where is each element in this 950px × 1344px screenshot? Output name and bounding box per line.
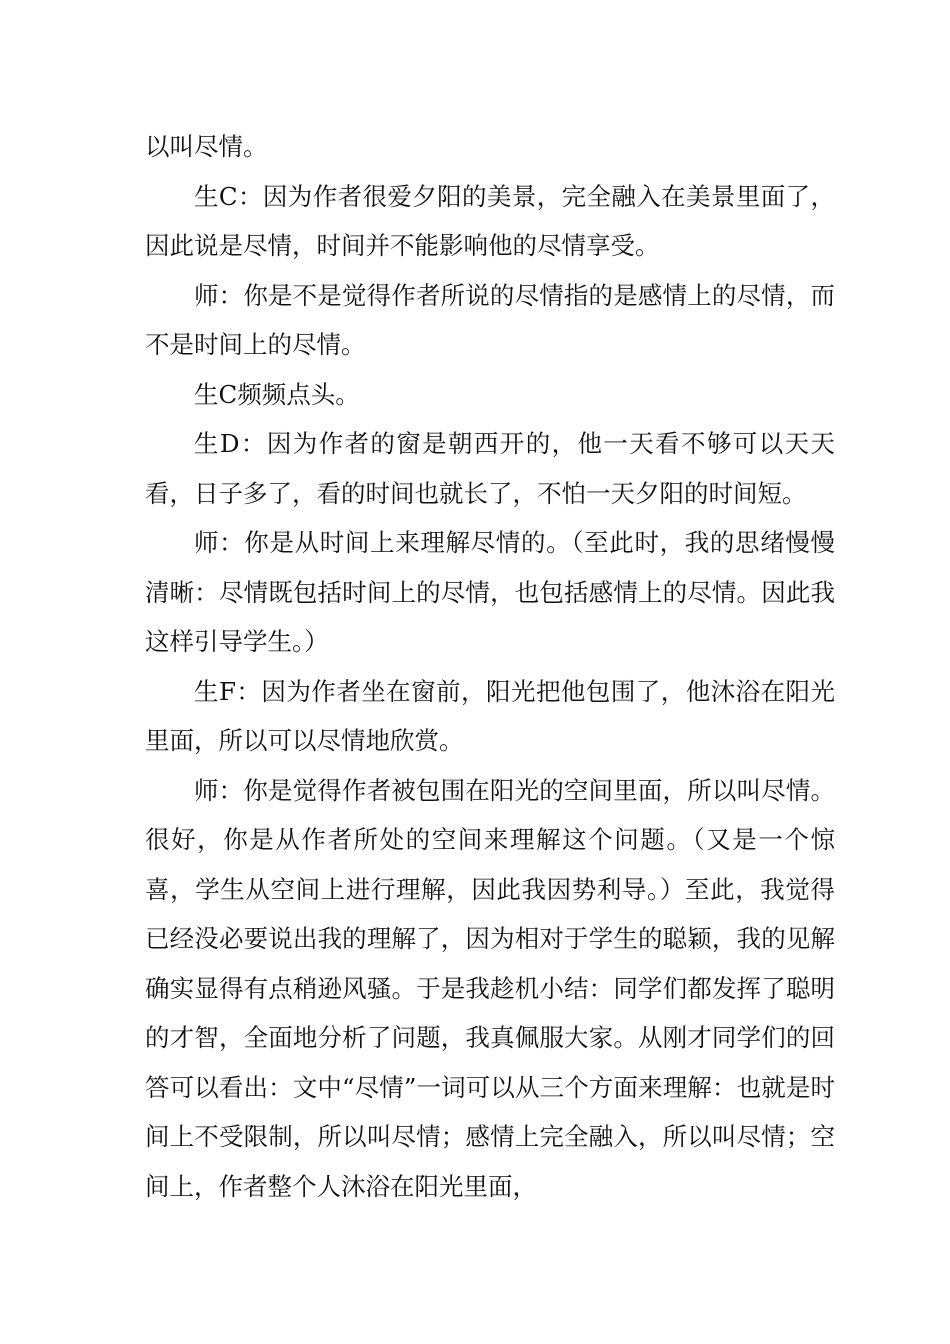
- paragraph-teacher-question: 师：你是不是觉得作者所说的尽情指的是感情上的尽情，而不是时间上的尽情。: [145, 280, 835, 359]
- paragraph-continuation: 以叫尽情。: [145, 132, 268, 161]
- paragraph-student-f-answer: 生F：因为作者坐在窗前，阳光把他包围了，他沐浴在阳光里面，所以可以尽情地欣赏。: [145, 676, 835, 755]
- body-text: [145, 122, 835, 1211]
- paragraph-student-d-answer: 生D：因为作者的窗是朝西开的，他一天看不够可以天天看，日子多了，看的时间也就长了，不怕一天夕阳的时间短。: [145, 429, 835, 508]
- paragraph-teacher-time: 师：你是从时间上来理解尽情的。（至此时，我的思绪慢慢清晰：尽情既包括时间上的尽情，也包括感情上的尽情。因此我这样引导学生。）: [145, 528, 835, 656]
- paragraph-student-c-nods: 生C频频点头。: [194, 379, 360, 409]
- paragraph-teacher-summary: 师：你是觉得作者被包围在阳光的空间里面，所以叫尽情。很好，你是从作者所处的空间来理解这个问题。（又是一个惊喜，学生从空间上进行理解，因此我因势利导。）至此，我觉得已经没必要说出我的理解了，因为相对于学生的聪颖，我的见解确实显得有点稍逊风骚。于是我趁机小结：同学们都发挥了聪明的才智，全面地分析了问题，我真佩服大家。从刚才同学们的回答可以看出：文中“尽情”一词可以从三个方面来理解：也就是时间上不受限制，所以叫尽情；感情上完全融入，所以叫尽情；空间上，作者整个人沐浴在阳光里面，: [145, 775, 835, 1201]
- paragraph-student-c-answer: 生C：因为作者很爱夕阳的美景，完全融入在美景里面了，因此说是尽情，时间并不能影响他的尽情享受。: [145, 181, 835, 260]
